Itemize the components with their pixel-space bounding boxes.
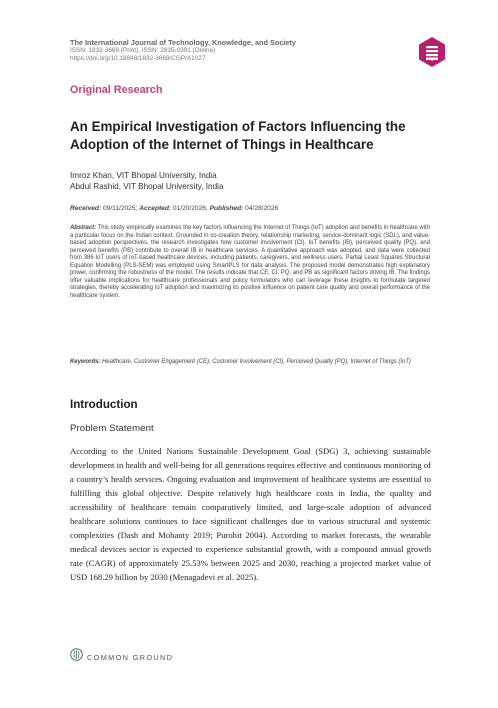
paper-title: An Empirical Investigation of Factors Influencing the Adoption of the Internet of Things in Healthcare [70,119,406,152]
publication-dates [70,205,278,212]
accepted-date: 01/20/2026; [172,205,208,212]
publisher-name: COMMON GROUND [87,652,174,662]
journal-name: The International Journal of Technology, Knowledge, and Society [70,38,296,47]
publisher-footer [70,648,173,666]
accepted-label: Accepted: [139,205,172,212]
author: Imroz Khan, VIT Bhopal University, India [70,171,217,180]
introduction-heading: Introduction [70,398,138,411]
author-list [70,170,224,192]
journal-header [70,38,400,64]
journal-stack-icon [417,37,447,67]
section-label: Original Research [70,84,163,96]
author: Abdul Rashid, VIT Bhopal University, India [70,182,224,191]
published-label: Published: [209,205,244,212]
keywords [70,359,432,367]
published-date: 04/28/2026 [245,205,279,212]
body-paragraph: According to the United Nations Sustainable Development Goal (SDG) 3, achieving sustainable development in health and well-being for all generations requires effective and continuous monitoring of a country’s health services. Ongoing evaluation and improvement of healthcare systems are essential to fulfilling this global objective. Despite relatively high healthcare costs in India, the quality and accessibility of healthcare remain comparatively limited, and large-scale adoption of advanced healthcare solutions continues to face significant challenges due to various structural and systemic complexities (Dash and Mohanty 2019; Purohit 2004). According to market forecasts, the wearable medical devices sector is expected to experience substantial growth, with a compound annual growth rate (CAGR) of approximately 25.53% between 2025 and 2030, reaching a projected market value of USD 168.29 billion by 2030 (Menagadevi et al. 2025). [70,446,431,582]
problem-statement-heading: Problem Statement [70,423,154,434]
received-date: 09/11/2025; [103,205,138,212]
journal-issn: ISSN: 1832-3669 (Print), ISSN: 2835-0391 (Online) [70,47,216,54]
keywords-text: Healthcare, Customer Engagement (CE), Customer Involvement (CI), Perceived Quality (PQ), Internet of Things (IoT) [102,359,411,365]
received-label: Received: [70,205,102,212]
abstract-text: This study empirically examines the key factors influencing the Internet of Things (IoT) adoption and benefits in healthcare with a particular focus on the Indian context. Grounded in co-creation theory, relationship marketing, service-dominant logic (SDL), and value-based adoption perspectives, the research investigates how customer involvement (CI), IoT benefits (IB), perceived quality (PQ), and perceived benefits (PB) contribute to overall IB in healthcare services. A quantitative approach was adopted, and data were collected from 386 IoT users of IoT-based healthcare devices, including patients, caregivers, and wellness users. Partial Least Squares Structural Equation Modelling (PLS-SEM) was employed using SmartPLS for data analysis. The proposed model demonstrates high explanatory power, confirming the robustness of the model. The results indicate that CE, CI, PQ, and PB as significant factors driving IB. The findings offer valuable implications for healthcare professionals and policy formulators who can leverage these insights to formulate targeted strategies, thereby accelerating IoT adoption and maximizing its positive influence on patient care quality and overall performance of the healthcare system. [70,225,430,299]
keywords-label: Keywords: [70,359,101,365]
common-ground-logo-icon [70,648,83,666]
abstract-label: Abstract: [70,225,97,231]
abstract [70,225,430,300]
journal-doi-link[interactable]: https://doi.org/10.18848/1832-3669/CGP/A1027 [70,55,206,63]
